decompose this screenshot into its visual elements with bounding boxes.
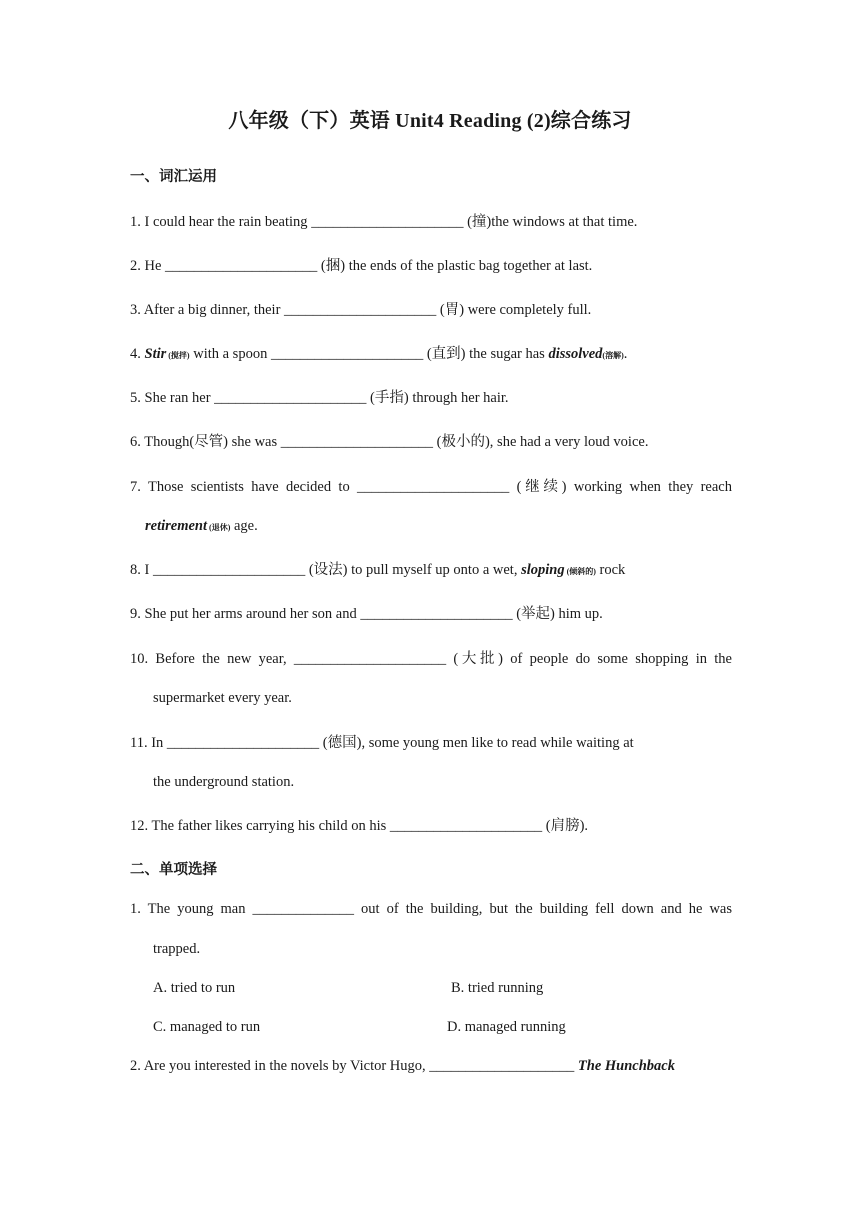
answer-blank[interactable]: _____________________ — [360, 606, 513, 622]
section-multiple-choice-heading: 二、单项选择 — [130, 862, 217, 878]
question-hint: (手指) through her hair. — [366, 390, 509, 406]
section-vocabulary-heading: 一、词汇运用 — [130, 169, 217, 185]
question-text: rock — [595, 562, 626, 578]
question-10-line-1: 10. Before the new year, _____________________ (大批) of people do some shopping in the — [130, 651, 732, 667]
answer-blank[interactable]: _____________________ — [165, 258, 318, 274]
keyword: dissolved — [548, 346, 603, 362]
keyword-gloss: (溶解) — [602, 351, 624, 360]
book-title: The Hunchback — [577, 1058, 675, 1074]
question-8 — [130, 558, 732, 579]
mc-question-1-line-2: trapped. — [153, 941, 201, 957]
option-b[interactable]: B. tried running — [451, 980, 544, 996]
question-11-line-1: 11. In _____________________ (德国), some young men like to read while waiting at — [130, 735, 634, 751]
question-text: 5. She ran her — [130, 390, 215, 406]
answer-blank[interactable]: _____________________ — [284, 302, 437, 318]
question-7-line-2 — [145, 518, 747, 535]
answer-blank[interactable]: _____________________ — [214, 390, 367, 406]
question-12 — [130, 814, 732, 835]
keyword-gloss: (退休) — [207, 523, 231, 532]
option-c[interactable]: C. managed to run — [153, 1019, 261, 1035]
answer-blank[interactable]: _____________________ — [389, 818, 543, 834]
option-d[interactable]: D. managed running — [447, 1019, 566, 1035]
question-text: 12. The father likes carrying his child on his — [130, 818, 390, 834]
question-hint: (举起) him up. — [512, 606, 603, 622]
page-title: 八年级（下）英语 Unit4 Reading (2)综合练习 — [228, 110, 632, 132]
keyword: sloping — [521, 562, 565, 578]
question-3 — [130, 298, 732, 319]
question-text: 3. After a big dinner, their — [130, 302, 285, 318]
question-text: 2. Are you interested in the novels by Victor Hugo, — [130, 1058, 430, 1074]
question-6 — [130, 430, 732, 451]
answer-blank[interactable]: _____________________ — [152, 562, 306, 578]
answer-blank[interactable]: _____________________ — [311, 214, 464, 230]
question-hint: (直到) the sugar has — [423, 346, 549, 362]
question-hint: (胃) were completely full. — [436, 302, 592, 318]
question-hint: (极小的), she had a very loud voice. — [433, 434, 649, 450]
mc-question-2 — [130, 1058, 732, 1075]
question-2 — [130, 254, 732, 275]
answer-blank[interactable]: ____________________ — [429, 1058, 575, 1074]
answer-blank[interactable]: _____________________ — [270, 346, 424, 362]
question-text: 8. I — [130, 562, 153, 578]
question-4 — [130, 342, 732, 363]
question-5 — [130, 386, 732, 407]
question-text: 9. She put her arms around her son and — [130, 606, 361, 622]
question-text: 2. He — [130, 258, 166, 274]
question-text: age. — [230, 518, 258, 534]
question-1 — [130, 210, 732, 231]
mc-question-1-line-1: 1. The young man ______________ out of the building, but the building fell down and he was — [130, 901, 732, 917]
question-hint: (肩膀). — [542, 818, 589, 834]
question-hint: (撞)the windows at that time. — [463, 214, 638, 230]
question-text: with a spoon — [189, 346, 271, 362]
question-10-line-2: supermarket every year. — [153, 690, 292, 706]
keyword: retirement — [145, 518, 208, 534]
question-11-line-2: the underground station. — [153, 774, 295, 790]
question-hint: (捆) the ends of the plastic bag together at last. — [317, 258, 593, 274]
keyword-gloss: (倾斜的) — [564, 567, 596, 576]
question-text: 6. Though(尽管) she was — [130, 434, 281, 450]
answer-blank[interactable]: _____________________ — [280, 434, 434, 450]
keyword-gloss: (搅拌) — [166, 351, 190, 360]
question-hint: (设法) to pull myself up onto a wet, — [305, 562, 522, 578]
question-9 — [130, 602, 732, 623]
option-a[interactable]: A. tried to run — [153, 980, 236, 996]
question-text: 1. I could hear the rain beating — [130, 214, 312, 230]
question-number: 4. — [130, 346, 145, 362]
question-7-line-1: 7. Those scientists have decided to _____________________ (继续) working when they reach — [130, 479, 732, 495]
keyword: Stir — [144, 346, 167, 362]
question-end: . — [623, 346, 628, 362]
